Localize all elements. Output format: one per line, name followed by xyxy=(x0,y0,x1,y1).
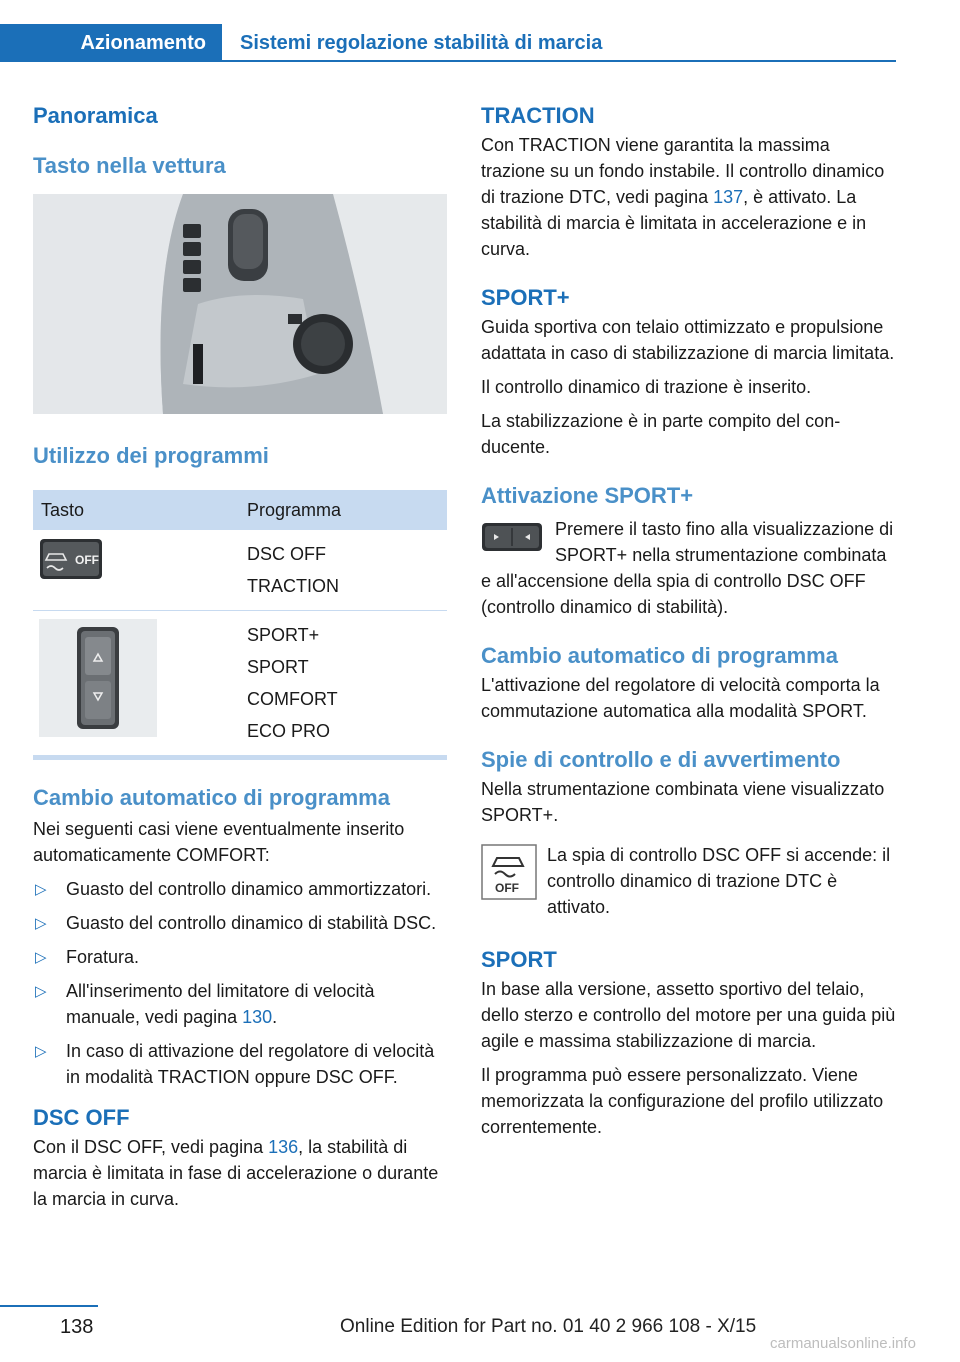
activation-text-b: zione combinata e all'accensione della spia di controllo DSC OFF (controllo dinamico di stabilità). xyxy=(481,545,887,617)
auto-change-text-right: L'attivazione del regolatore di velocità comporta la commutazione automatica alla modalità SPORT. xyxy=(481,675,880,721)
page-link-130[interactable]: 130 xyxy=(242,1007,273,1027)
sport-plus-p2: Il controllo dinamico di trazione è inserito. xyxy=(481,377,812,397)
sport-plus-p1: Guida sportiva con telaio ottimizzato e propulsione adattata in caso di stabilizzazione di marcia limitata. xyxy=(481,317,895,363)
dsc-off-text-a: Con il DSC OFF, vedi pagina xyxy=(33,1137,269,1157)
svg-text:OFF: OFF xyxy=(495,881,519,895)
traction-text xyxy=(481,132,896,262)
warning-title: Spie di controllo e di avvertimento xyxy=(481,747,841,772)
section-tab xyxy=(0,24,222,62)
sport-plus-p3: La stabilizzazione è in parte compito del conducente. xyxy=(481,411,841,457)
warning-lamp-block xyxy=(481,842,896,920)
traction-text-b: , è attivato. La stabilità di marcia è limitata in accelerazione e in curva. xyxy=(481,187,867,259)
activation-text xyxy=(481,516,896,620)
sport-p1: In base alla versione, assetto sportivo del telaio, dello sterzo e controllo del motore per una guida più agile e massima stabilizzazione di marcia. xyxy=(481,979,896,1051)
program-label: TRACTION xyxy=(247,576,339,596)
program-label: DSC OFF xyxy=(247,544,326,564)
dsc-off-title: DSC OFF xyxy=(33,1105,130,1130)
section-tab-label: Azionamento xyxy=(80,31,206,54)
warning-lamp-text: La spia di controllo DSC OFF si accende: il controllo dinamico di trazione DTC è attivato. xyxy=(547,845,891,917)
dsc-off-warning-lamp-icon xyxy=(481,844,537,900)
table-cell-programs xyxy=(247,538,339,602)
auto-change-intro: Nei seguenti casi viene eventualmente inserito automaticamente COMFORT: xyxy=(33,819,405,865)
table-cell-key xyxy=(33,619,247,747)
activation-text-a: Premere il tasto fino alla visualizzazione di SPORT+ nella strumenta xyxy=(555,519,894,565)
auto-change-title-right: Cambio automatico di programma xyxy=(481,643,838,668)
auto-change-title: Cambio automatico di programma xyxy=(33,785,390,810)
triangle-bullet-icon: ▷ xyxy=(35,983,47,1000)
auto-change-bullets xyxy=(33,876,447,1090)
list-item-text: Guasto del controllo dinamico di stabilità DSC. xyxy=(66,913,437,933)
warning-text: Nella strumentazione combinata viene visualizzato SPORT+. xyxy=(481,779,885,825)
using-programs-title: Utilizzo dei programmi xyxy=(33,443,269,468)
sport-title: SPORT xyxy=(481,947,557,972)
table-header-key: Tasto xyxy=(41,499,85,520)
left-column xyxy=(33,96,447,1212)
list-item-text: Foratura. xyxy=(66,947,140,967)
program-label: ECO PRO xyxy=(247,721,331,741)
list-item xyxy=(33,876,447,902)
triangle-bullet-icon: ▷ xyxy=(35,949,47,966)
page-number: 138 xyxy=(60,1316,94,1338)
edition-note: Online Edition for Part no. 01 40 2 966 108 - X/15 xyxy=(340,1316,757,1337)
right-column xyxy=(481,96,896,1140)
button-in-car-title: Tasto nella vettura xyxy=(33,153,226,178)
watermark: carmanualsonline.info xyxy=(770,1335,916,1352)
list-item-text: Guasto del controllo dinamico ammortizzatori. xyxy=(66,879,432,899)
traction-title: TRACTION xyxy=(481,103,595,128)
page-link-136[interactable]: 136 xyxy=(268,1137,299,1157)
table-header-program: Programma xyxy=(247,499,342,520)
footer-rule xyxy=(0,1305,98,1307)
table-cell-programs xyxy=(247,619,338,747)
program-label: COMFORT xyxy=(247,689,338,709)
overview-title: Panoramica xyxy=(33,103,158,128)
list-item-text: All'inserimento del limitatore di velocità manuale, vedi pagina xyxy=(66,981,375,1027)
table-header-row xyxy=(33,490,447,530)
list-item xyxy=(33,1038,447,1090)
program-label: SPORT+ xyxy=(247,625,320,645)
sport-p2: Il programma può essere personalizzato. Viene memorizzata la configurazione del profilo utilizzato correntemente. xyxy=(481,1065,884,1137)
table-row xyxy=(33,530,447,611)
activation-block xyxy=(481,516,896,620)
list-item xyxy=(33,944,447,970)
chapter-title: Sistemi regolazione stabilità di marcia xyxy=(240,31,603,54)
dsc-off-text-b: , la stabilità di marcia è limitata in fase di accelerazione o durante la marcia in curva. xyxy=(33,1137,439,1209)
list-item-text: In caso di attivazione del regolatore di velocità in modalità TRACTION oppure DSC OFF. xyxy=(66,1041,435,1087)
activation-title: Attivazione SPORT+ xyxy=(481,483,694,508)
list-item xyxy=(33,978,447,1030)
table-cell-key xyxy=(33,538,247,602)
sport-rocker-button-icon xyxy=(481,522,543,552)
programs-table xyxy=(33,490,447,760)
dsc-off-text xyxy=(33,1134,447,1212)
page-link-137[interactable]: 137 xyxy=(713,187,744,207)
header-rule xyxy=(222,60,896,62)
list-item-text-end: . xyxy=(272,1007,278,1027)
triangle-bullet-icon: ▷ xyxy=(35,915,47,932)
table-row xyxy=(33,611,447,755)
table-end-rule xyxy=(33,755,447,760)
traction-text-a: Con TRACTION viene garantita la massima trazione su un fondo instabile. Il controllo dinamico di trazione DTC, vedi pagina xyxy=(481,135,885,207)
triangle-bullet-icon: ▷ xyxy=(35,881,47,898)
svg-text:OFF: OFF xyxy=(75,553,99,567)
car-console-photo xyxy=(33,194,447,414)
sport-plus-title: SPORT+ xyxy=(481,285,570,310)
program-label: SPORT xyxy=(247,657,309,677)
dsc-off-button-icon xyxy=(39,538,103,580)
list-item xyxy=(33,910,447,936)
triangle-bullet-icon: ▷ xyxy=(35,1043,47,1060)
drive-mode-rocker-icon xyxy=(39,619,157,737)
